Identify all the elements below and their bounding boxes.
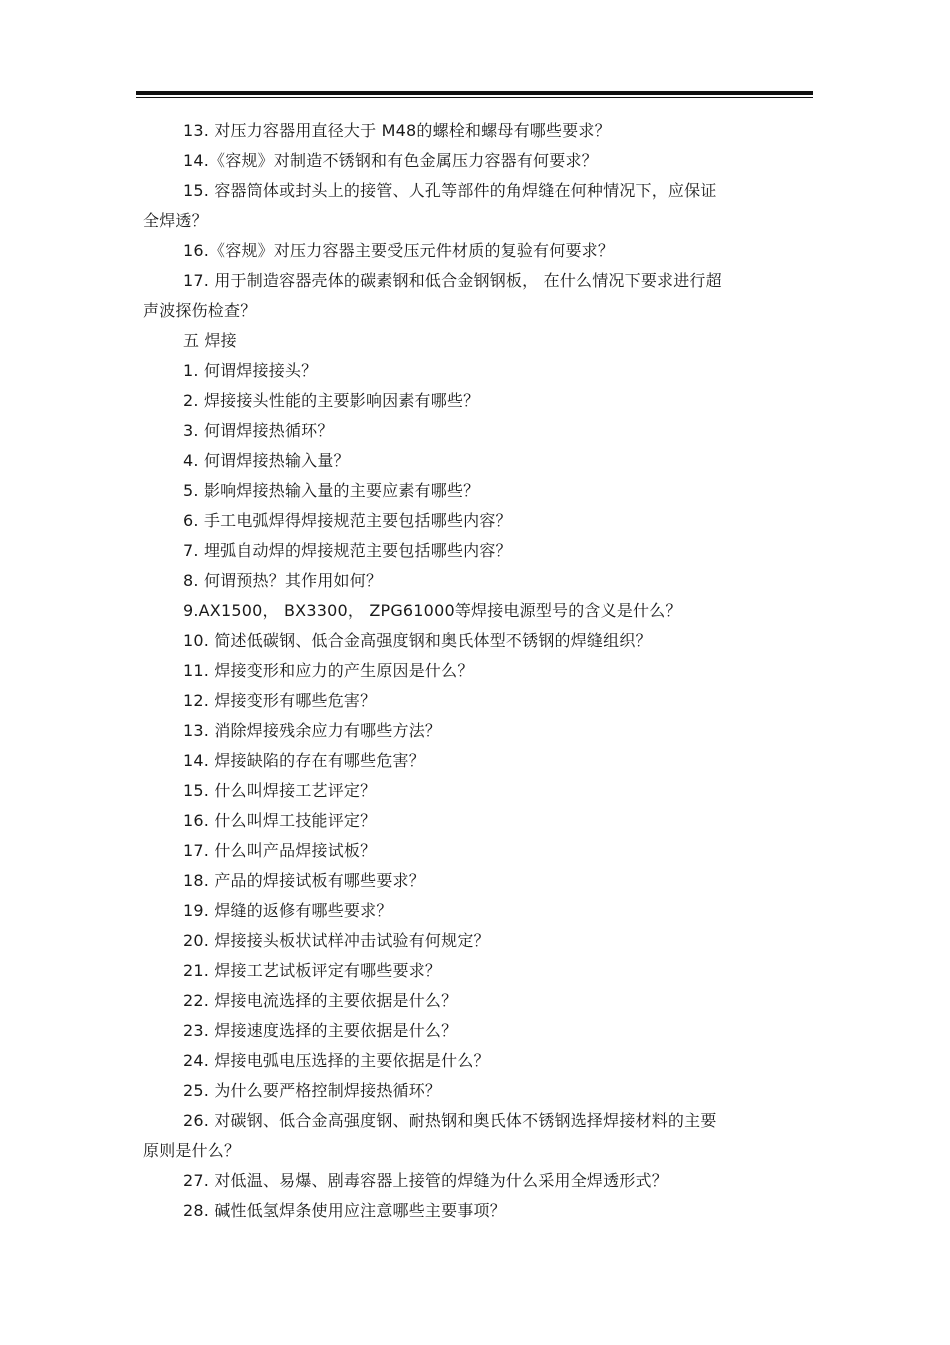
paragraph-continuation: 声波探伤检查？ xyxy=(143,301,257,320)
question-line: 17. 什么叫产品焊接试板？ xyxy=(183,841,377,860)
paragraph-continuation: 全焊透？ xyxy=(143,211,208,230)
question-line: 26. 对碳钢、低合金高强度钢、耐热钢和奥氏体不锈钢选择焊接材料的主要 xyxy=(183,1111,717,1130)
question-line: 2. 焊接接头性能的主要影响因素有哪些？ xyxy=(183,391,480,410)
header-rule-thick xyxy=(136,91,813,95)
question-line: 16.《容规》对压力容器主要受压元件材质的复验有何要求？ xyxy=(183,241,615,260)
paragraph-continuation: 原则是什么？ xyxy=(143,1141,241,1160)
question-line: 22. 焊接电流选择的主要依据是什么？ xyxy=(183,991,458,1010)
question-line: 7. 埋弧自动焊的焊接规范主要包括哪些内容？ xyxy=(183,541,512,560)
question-line: 28. 碱性低氢焊条使用应注意哪些主要事项？ xyxy=(183,1201,506,1220)
question-line: 16. 什么叫焊工技能评定？ xyxy=(183,811,377,830)
question-line: 4. 何谓焊接热输入量？ xyxy=(183,451,350,470)
question-line: 11. 焊接变形和应力的产生原因是什么？ xyxy=(183,661,474,680)
question-line: 1. 何谓焊接接头？ xyxy=(183,361,318,380)
question-line: 10. 简述低碳钢、低合金高强度钢和奥氏体型不锈钢的焊缝组织？ xyxy=(183,631,652,650)
question-line: 12. 焊接变形有哪些危害？ xyxy=(183,691,377,710)
question-line: 15. 什么叫焊接工艺评定？ xyxy=(183,781,377,800)
question-line: 13. 对压力容器用直径大于 M48的螺栓和螺母有哪些要求？ xyxy=(183,121,611,140)
question-line: 27. 对低温、易爆、剧毒容器上接管的焊缝为什么采用全焊透形式？ xyxy=(183,1171,668,1190)
question-line: 18. 产品的焊接试板有哪些要求？ xyxy=(183,871,425,890)
question-line: 13. 消除焊接残余应力有哪些方法？ xyxy=(183,721,442,740)
question-line: 9.AX1500， BX3300， ZPG61000等焊接电源型号的含义是什么？ xyxy=(183,601,682,620)
question-line: 23. 焊接速度选择的主要依据是什么？ xyxy=(183,1021,458,1040)
question-line: 3. 何谓焊接热循环？ xyxy=(183,421,334,440)
question-line: 6. 手工电弧焊得焊接规范主要包括哪些内容？ xyxy=(183,511,512,530)
question-line: 20. 焊接接头板状试样冲击试验有何规定？ xyxy=(183,931,490,950)
question-line: 19. 焊缝的返修有哪些要求？ xyxy=(183,901,393,920)
question-line: 15. 容器筒体或封头上的接管、人孔等部件的角焊缝在何种情况下，应保证 xyxy=(183,181,717,200)
question-line: 8. 何谓预热？其作用如何？ xyxy=(183,571,383,590)
question-line: 五 焊接 xyxy=(183,331,237,350)
question-line: 5. 影响焊接热输入量的主要应素有哪些？ xyxy=(183,481,480,500)
question-line: 24. 焊接电弧电压选择的主要依据是什么？ xyxy=(183,1051,490,1070)
question-line: 14.《容规》对制造不锈钢和有色金属压力容器有何要求？ xyxy=(183,151,598,170)
question-line: 25. 为什么要严格控制焊接热循环？ xyxy=(183,1081,442,1100)
question-line: 21. 焊接工艺试板评定有哪些要求？ xyxy=(183,961,442,980)
question-line: 14. 焊接缺陷的存在有哪些危害？ xyxy=(183,751,425,770)
header-rule-thin xyxy=(136,97,813,98)
question-line: 17. 用于制造容器壳体的碳素钢和低合金钢钢板， 在什么情况下要求进行超 xyxy=(183,271,722,290)
